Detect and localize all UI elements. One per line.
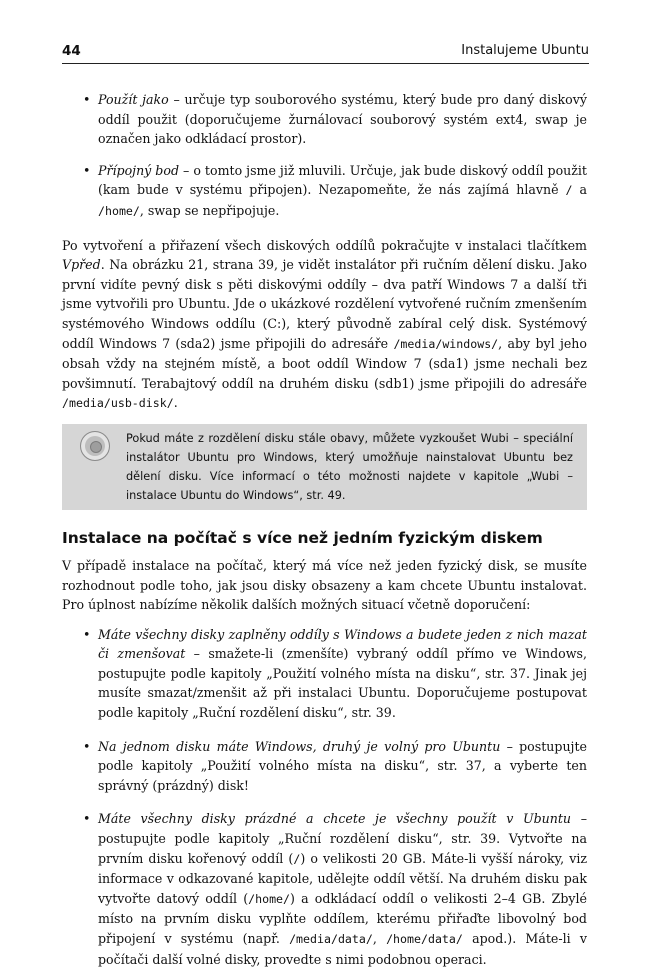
note-box [62, 424, 587, 510]
bullet-icon: • [83, 738, 91, 754]
list-item [62, 737, 587, 796]
section-heading: Instalace na počítač s více než jedním fyzickým diskem [62, 528, 543, 547]
body-paragraph [62, 236, 587, 414]
bullet-icon: • [83, 811, 91, 827]
situations-list [62, 625, 587, 969]
running-title: Instalujeme Ubuntu [461, 43, 589, 58]
page-number: 44 [62, 43, 81, 59]
inline-code: /home/ [98, 203, 140, 218]
button-reference: Vpřed [62, 257, 101, 273]
list-item [62, 90, 587, 149]
list-item-term: Přípojný bod [98, 162, 180, 178]
list-item-text: apod.). Máte-li v počítači další volné disky, provedte s nimi podobnou operaci. [98, 931, 587, 967]
inline-code: / [565, 183, 573, 198]
list-item-term: Máte všechny disky prázdné a chcete je všechny použít v Ubuntu [98, 811, 572, 827]
list-item-text: – smažete-li (zmenšíte) vybraný oddíl přímo ve Windows, postupujte podle kapitoly „Použití volného místa na disku“, str. 37. Jinak jej musíte smazat/zmenšit až při instalaci Ubuntu. Doporučujeme postupovat podle kapitoly „Ruční rozdělení disku“, str. 39. [98, 646, 587, 721]
list-item-text: – postupujte podle kapitoly „Ruční rozdělení disku“, str. 39. Vytvořte na prvním disku kořenový oddíl ( [98, 811, 587, 866]
inline-code: /home/data/ [386, 932, 463, 946]
list-item [62, 625, 587, 723]
list-item-text: , [372, 931, 387, 946]
list-item-text: , swap se nepřipojuje. [139, 202, 280, 218]
list-item-text: – postupujte podle kapitoly „Použití volného místa na disku“, str. 37, a vyberte ten správný (prázdný) disk! [98, 738, 587, 793]
list-item [62, 809, 587, 969]
list-item-text: ) o velikosti 20 GB. Máte-li vyšší nároky, viz informace v odkazované kapitole, udělejte oddíl větší. Na druhém disku pak vytvořte datový oddíl ( [98, 850, 587, 906]
list-item-term: Máte všechny disky zaplněny oddíly s Windows a budete jeden z nich mazat či zmenšovat [98, 626, 587, 662]
paragraph-text: Po vytvoření a přiřazení všech diskových oddílů pokračujte v instalaci tlačítkem [62, 237, 587, 253]
paragraph-text: , aby byl jeho obsah vždy na stejném místě, a boot oddíl Window 7 (sda1) jsme nechali bez povšimnutí. Terabajtový oddíl na druhém disku (sdb1) jsme připojili do adresáře [62, 335, 588, 391]
list-item-text: – o tomto jsme již mluvili. Určuje, jak bude diskový oddíl použit (kam bude v systému připojen). Nezapomeňte, že nás zajímá hlavně [98, 162, 587, 198]
paragraph-text: . Na obrázku 21, strana 39, je vidět instalátor při ručním dělení disku. Jako první vidíte pevný disk s pěti diskovými oddíly – dva patří Windows 7 a další tři jsme vytvořili pro Ubuntu. Jde o ukázkové rozdělení vytvořené ručním zmenšením systémového Windows oddílu (C:), který původně zabíral celý disk. Systémový oddíl Windows 7 (sda2) jsme připojili do adresáře [62, 257, 587, 351]
bullet-icon: • [83, 162, 91, 178]
paragraph-text: . [173, 395, 178, 411]
list-item-text: ) a odkládací oddíl o velikosti 2–4 GB. Zbylé místo na prvním disku vyplňte oddílem, kterému přiřaďte libovolný bod připojení v systému (např. [98, 890, 587, 946]
inline-code: /media/data/ [289, 932, 373, 946]
list-item [62, 161, 587, 222]
page-content [62, 90, 587, 969]
inline-code: /media/windows/ [393, 336, 499, 351]
bullet-icon: • [83, 92, 91, 107]
bullet-icon: • [83, 626, 91, 642]
inline-code: /home/ [248, 891, 291, 906]
list-item-text: – určuje typ souborového systému, který bude pro daný diskový oddíl použit (doporučujeme žurnálovací souborový systém ext4, swap je označen jako odkládací prostor). [98, 92, 587, 147]
page-header [62, 41, 589, 64]
list-item-term: Použít jako [98, 92, 169, 107]
note-text: Pokud máte z rozdělení disku stále obavy, můžete vyzkoušet Wubi – speciální instalátor Ubuntu pro Windows, který umožňuje nainstalovat Ubuntu bez dělení disku. Více informací o této možnosti najdete v kapitole „Wubi – instalace Ubuntu do Windows“, str. 49. [126, 431, 573, 502]
section-intro: V případě instalace na počítač, který má více než jeden fyzický disk, se musíte rozhodnout podle toho, jak jsou disky obsazeny a kam chcete Ubuntu instalovat. Pro úplnost nabízíme několik dalších možných situací včetně doporučení: [62, 557, 587, 613]
list-item-term: Na jednom disku máte Windows, druhý je volný pro Ubuntu [98, 738, 501, 754]
list-item-text: a [572, 182, 587, 198]
inline-code: / [293, 851, 301, 866]
field-options-list [62, 90, 587, 222]
inline-code: /media/usb-disk/ [62, 396, 174, 411]
info-disc-icon [80, 431, 110, 461]
